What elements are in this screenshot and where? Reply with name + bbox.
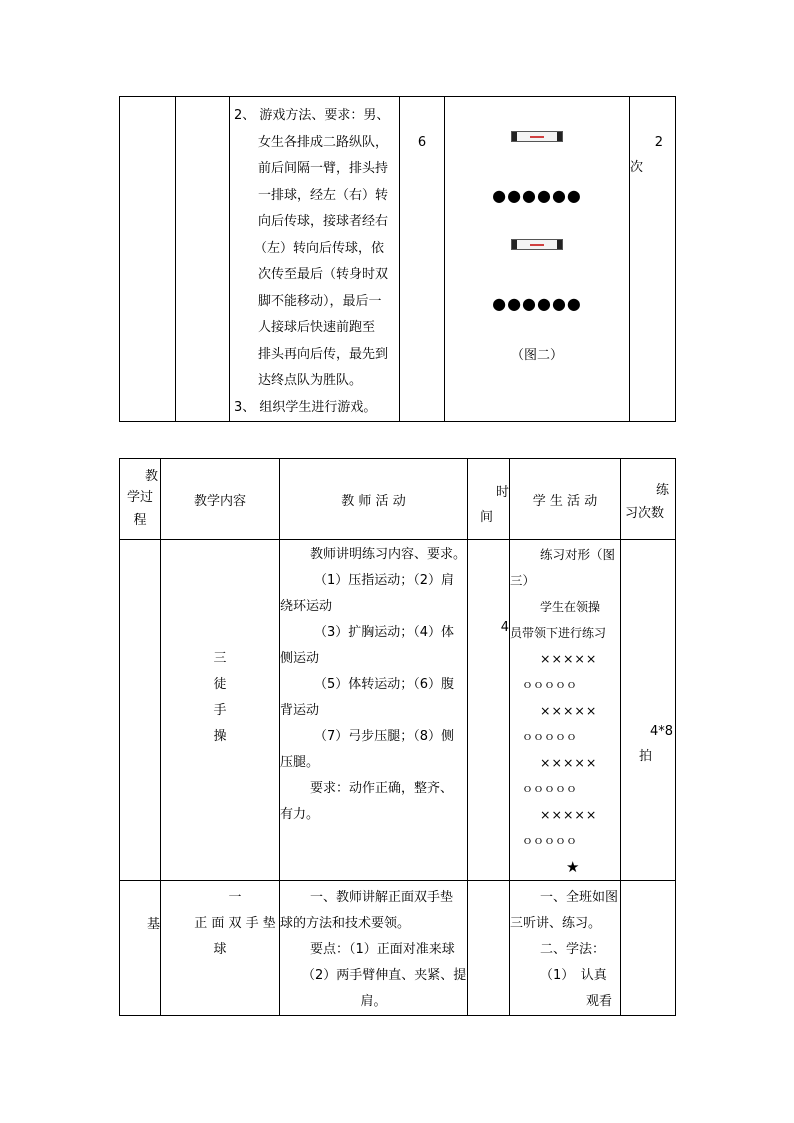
formation-row: ｏｏｏｏｏ xyxy=(522,834,577,847)
content-char: 三 xyxy=(213,651,227,666)
header-count-a: 练 xyxy=(655,483,669,498)
teacher-line: 一、教师讲解正面双手垫 xyxy=(310,890,454,905)
game-line: 排头再向后传，最先到 xyxy=(258,346,389,362)
row1-process xyxy=(120,540,161,881)
game-table xyxy=(119,96,676,422)
figure-cell xyxy=(445,97,630,422)
header-count xyxy=(621,459,676,540)
time-cell xyxy=(400,97,445,422)
row2-time xyxy=(468,881,510,1016)
player-row: ●●●●●● xyxy=(492,186,582,205)
student-line: 员带领下进行练习 xyxy=(510,626,607,640)
row2-content xyxy=(161,881,280,1016)
student-line: （1） 认真 xyxy=(540,968,607,983)
content-line: 正 面 双 手 垫 xyxy=(194,916,276,931)
student-line: 练习对形（图 xyxy=(540,547,616,562)
count-number: 4*8 xyxy=(649,724,673,739)
game-line: 向后传球，接球者经右 xyxy=(258,214,389,229)
formation-row: ｏｏｏｏｏ xyxy=(522,678,577,691)
row2-student xyxy=(510,881,621,1016)
row2-count xyxy=(621,881,676,1016)
teacher-line: 球的方法和技术要领。 xyxy=(280,916,411,931)
teacher-line: 肩。 xyxy=(360,994,387,1009)
game-line: 人接球后快速前跑至 xyxy=(258,320,376,335)
formation-row: ｏｏｏｏｏ xyxy=(522,782,577,795)
count-number: 2 xyxy=(654,135,663,150)
row1-content xyxy=(161,540,280,881)
row1-student xyxy=(510,540,621,881)
student-line: 学生在领操 xyxy=(540,600,601,614)
teacher-line: （7）弓步压腿；（8）侧 xyxy=(314,729,455,744)
game-line: 脚不能移动），最后一 xyxy=(258,293,382,309)
header-teacher: 教 师 活 动 xyxy=(280,459,468,540)
row2-teacher xyxy=(280,881,468,1016)
row1-count xyxy=(621,540,676,881)
header-content: 教学内容 xyxy=(161,459,280,540)
star-icon: ★ xyxy=(566,858,580,876)
row1-teacher xyxy=(280,540,468,881)
game-line: 3、 组织学生进行游戏。 xyxy=(234,399,377,415)
header-count-b: 习次数 xyxy=(625,506,665,521)
student-line: 三） xyxy=(510,573,536,588)
header-process-b: 学过 xyxy=(126,490,153,505)
header-student: 学 生 活 动 xyxy=(510,459,621,540)
student-line: 观看 xyxy=(585,994,612,1009)
count-unit: 次 xyxy=(630,160,644,175)
game-description xyxy=(230,97,400,422)
time-value: 6 xyxy=(417,135,427,150)
formation-row: ｏｏｏｏｏ xyxy=(522,730,577,743)
teacher-line: 要点：（1）正面对准来球 xyxy=(310,942,455,957)
teacher-line: 压腿。 xyxy=(280,755,320,770)
teacher-line: 要求：动作正确，整齐、 xyxy=(310,781,454,796)
formation-row: ××××× xyxy=(540,755,598,770)
game-line: （左）转向后传球，依 xyxy=(254,240,385,256)
process-cell xyxy=(120,97,176,422)
student-line: 一、全班如图 xyxy=(540,890,619,905)
process-label: 基 xyxy=(146,917,160,932)
game-line: 前后间隔一臂，排头持 xyxy=(258,161,389,176)
teacher-line: （2）两手臂伸直、夹紧、提 xyxy=(302,968,467,983)
content-line: 球 xyxy=(213,942,227,957)
header-time xyxy=(468,459,510,540)
teacher-line: 绕环运动 xyxy=(280,599,333,614)
teacher-line: （1）压指运动；（2）肩 xyxy=(314,573,455,588)
count-unit: 拍 xyxy=(639,749,653,764)
content-line: 一 xyxy=(228,890,242,905)
teacher-line: （3）扩胸运动；（4）体 xyxy=(314,625,455,640)
content-char: 操 xyxy=(213,729,227,744)
row1-time xyxy=(468,540,510,881)
teacher-line: 教师讲明练习内容、要求。 xyxy=(310,547,467,562)
header-process-c: 程 xyxy=(133,513,147,528)
game-line: 一排球，经左（右）转 xyxy=(258,187,389,203)
time-value: 4 xyxy=(500,620,509,635)
student-line: 二、学法： xyxy=(540,942,606,957)
player-row: ●●●●●● xyxy=(492,294,582,313)
content-char: 手 xyxy=(213,703,227,718)
count-cell xyxy=(630,97,676,422)
content-char: 徒 xyxy=(213,677,227,692)
formation-row: ××××× xyxy=(540,703,598,718)
formation-row: ××××× xyxy=(540,651,598,666)
game-line: 达终点队为胜队。 xyxy=(258,373,363,388)
teacher-line: 背运动 xyxy=(280,703,320,718)
net-icon xyxy=(511,131,563,142)
header-process-a: 教 xyxy=(144,469,158,484)
content-cell xyxy=(176,97,230,422)
student-line: 三听讲、练习。 xyxy=(510,916,602,931)
teacher-line: 侧运动 xyxy=(280,651,320,666)
teacher-line: （5）体转运动；（6）腹 xyxy=(314,677,455,692)
game-line: 次传至最后（转身时双 xyxy=(258,267,389,282)
figure-caption: （图二） xyxy=(510,348,563,363)
header-time-b: 间 xyxy=(480,510,494,525)
game-line: 2、 游戏方法、要求：男、 xyxy=(234,108,390,123)
net-icon xyxy=(511,239,563,250)
formation-row: ××××× xyxy=(540,807,598,822)
row2-process xyxy=(120,881,161,1016)
header-time-a: 时 xyxy=(495,485,509,500)
game-line: 女生各排成二路纵队， xyxy=(258,134,389,150)
header-process xyxy=(120,459,161,540)
teacher-line: 有力。 xyxy=(280,807,320,822)
lesson-table xyxy=(119,458,676,1016)
